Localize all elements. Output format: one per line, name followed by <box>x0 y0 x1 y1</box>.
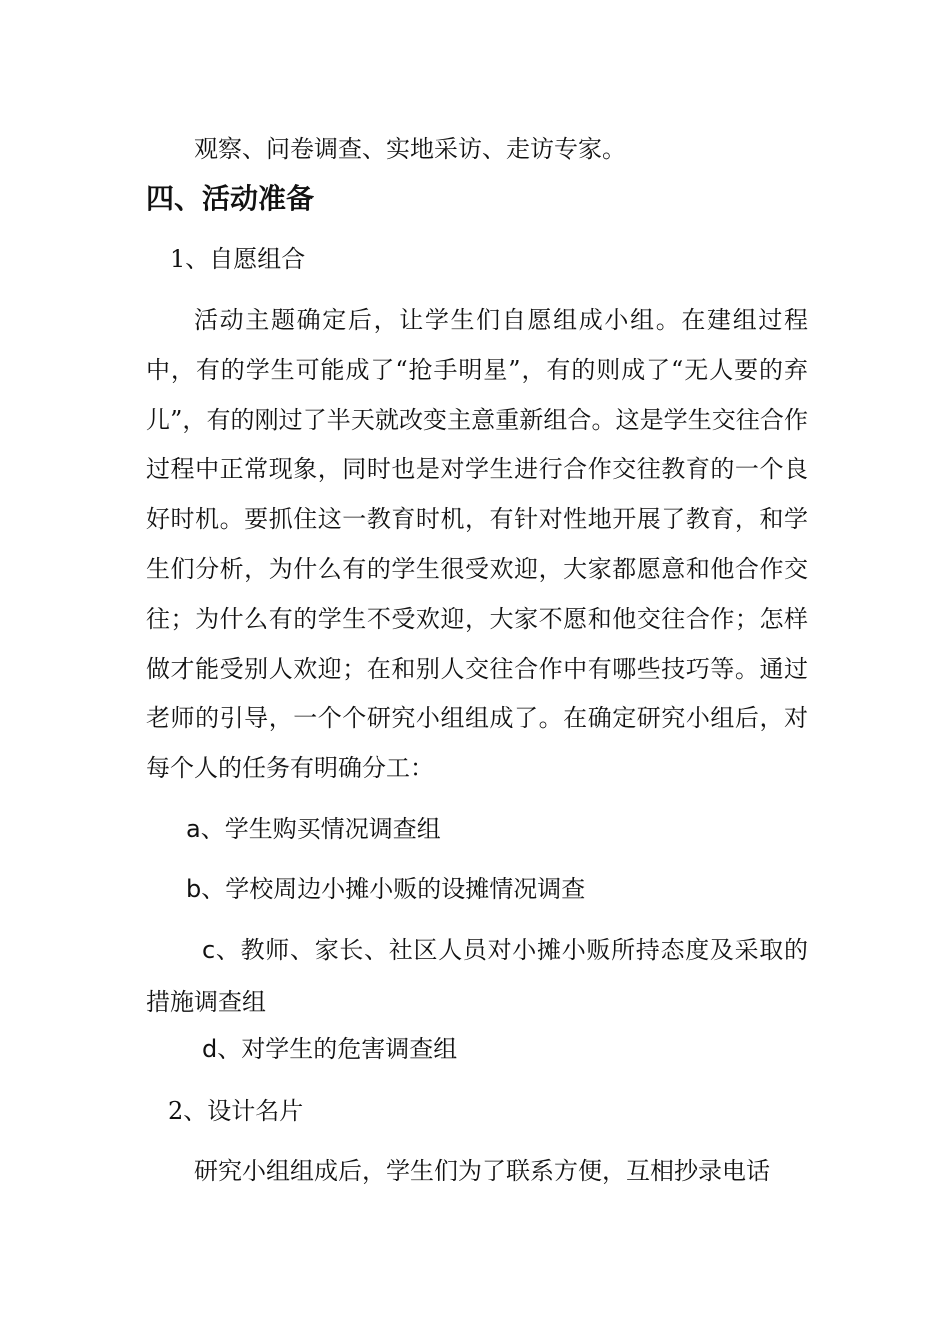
list-item-text: 、对学生的危害调查组 <box>217 1035 458 1063</box>
list-item-text: 、学生购买情况调查组 <box>200 815 441 843</box>
paragraph-grouping: 活动主题确定后，让学生们自愿组成小组。在建组过程中，有的学生可能成了“抢手明星”，有的则成了“无人要的弃儿”，有的刚过了半天就改变主意重新组合。这是学生交往合作过程中正常现象，同时也是对学生进行合作交往教育的一个良好时机。要抓住这一教育时机，有针对性地开展了教育，和学生们分析，为什么有的学生很受欢迎，大家都愿意和他合作交往；为什么有的学生不受欢迎，大家不愿和他交往合作；怎样做才能受别人欢迎；在和别人交往合作中有哪些技巧等。通过老师的引导，一个个研究小组组成了。在确定研究小组后，对每个人的任务有明确分工： <box>146 306 808 783</box>
list-item <box>186 804 441 854</box>
subsection-title-1: 1、自愿组合 <box>170 245 306 273</box>
paragraph-namecard: 研究小组组成后，学生们为了联系方便，互相抄录电话 <box>194 1157 770 1185</box>
list-item-marker: a <box>186 815 201 843</box>
list-item <box>146 924 808 1028</box>
research-methods-line: 观察、问卷调查、实地采访、走访专家。 <box>194 135 626 163</box>
subsection-title-2: 2、设计名片 <box>168 1097 304 1125</box>
list-item <box>186 864 585 914</box>
list-item-text: 、教师、家长、社区人员对小摊小贩所持态度及采取的措施调查组 <box>146 936 808 1016</box>
list-item-marker: b <box>186 875 202 903</box>
section-heading: 四、活动准备 <box>146 182 315 215</box>
list-item <box>202 1024 457 1074</box>
list-item-text: 、学校周边小摊小贩的设摊情况调查 <box>201 875 586 903</box>
list-item-marker: d <box>202 1035 218 1063</box>
list-item-marker: c <box>202 936 216 964</box>
